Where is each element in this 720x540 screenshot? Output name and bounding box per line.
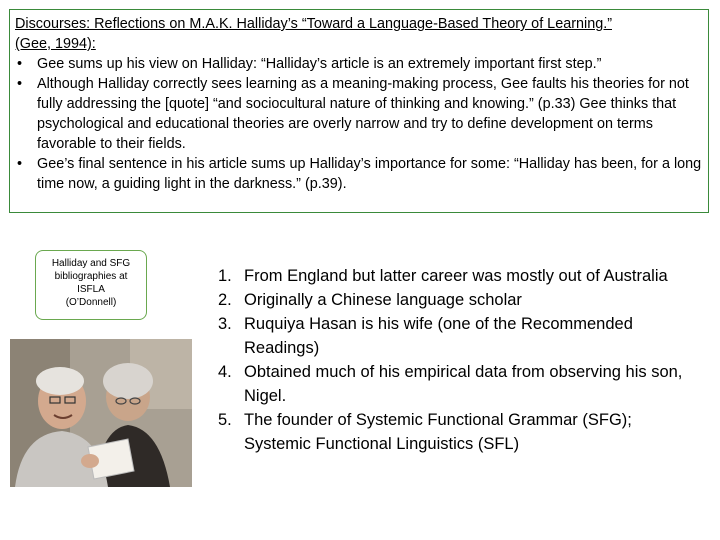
box-title-line-2: (Gee, 1994): [15,36,96,52]
item-text: Obtained much of his empirical data from observing his son, Nigel. [244,363,683,405]
halliday-hasan-photo [10,339,192,487]
bullet-text: Gee sums up his view on Halliday: “Halliday’s article is an extremely important first step.” [37,56,602,72]
bullet-item [15,154,702,194]
bullet-text: Although Halliday correctly sees learning as a meaning-making process, Gee faults his theories for not fully addressing the [quote] “and sociocultural nature of thinking and knowing.” (p.33) Gee thinks that psychological and educational theories are overly narrow and try to define development on terms favorable to their fields. [37,76,689,152]
link-line-3: ISFLA [77,284,105,295]
list-item [218,264,688,288]
bullet-marker: • [17,76,23,92]
bullet-item [15,54,702,74]
item-number: 1. [218,267,232,285]
bullet-text: Gee’s final sentence in his article sums up Halliday’s importance for some: “Halliday has been, for a long time now, a guiding light in the darkness.” (p.39). [37,156,702,192]
bullet-marker: • [17,56,23,72]
bibliography-link-box[interactable] [35,250,147,320]
bullet-list [15,54,702,194]
link-line-1: Halliday and SFG [51,258,131,269]
link-line-4: (O’Donnell) [65,297,117,308]
list-item [218,360,688,408]
facts-list [218,264,688,456]
item-number: 5. [218,411,232,429]
item-text: From England but latter career was mostly out of Australia [244,267,668,285]
item-number: 2. [218,291,232,309]
list-item [218,408,688,456]
item-text: The founder of Systemic Functional Grammar (SFG); Systemic Functional Linguistics (SFL) [244,411,632,453]
bullet-marker: • [17,156,23,172]
item-text: Ruquiya Hasan is his wife (one of the Recommended Readings) [244,315,633,357]
item-number: 4. [218,363,232,381]
box-title [15,14,702,54]
box-title-line-1: Discourses: Reflections on M.A.K. Halliday’s “Toward a Language-Based Theory of Learning.” [15,16,612,32]
bullet-item [15,74,702,154]
photo-illustration [10,339,192,487]
link-line-2: bibliographies at [54,271,128,282]
list-item [218,312,688,360]
list-item [218,288,688,312]
item-number: 3. [218,315,232,333]
item-text: Originally a Chinese language scholar [244,291,522,309]
quote-box [9,9,709,213]
